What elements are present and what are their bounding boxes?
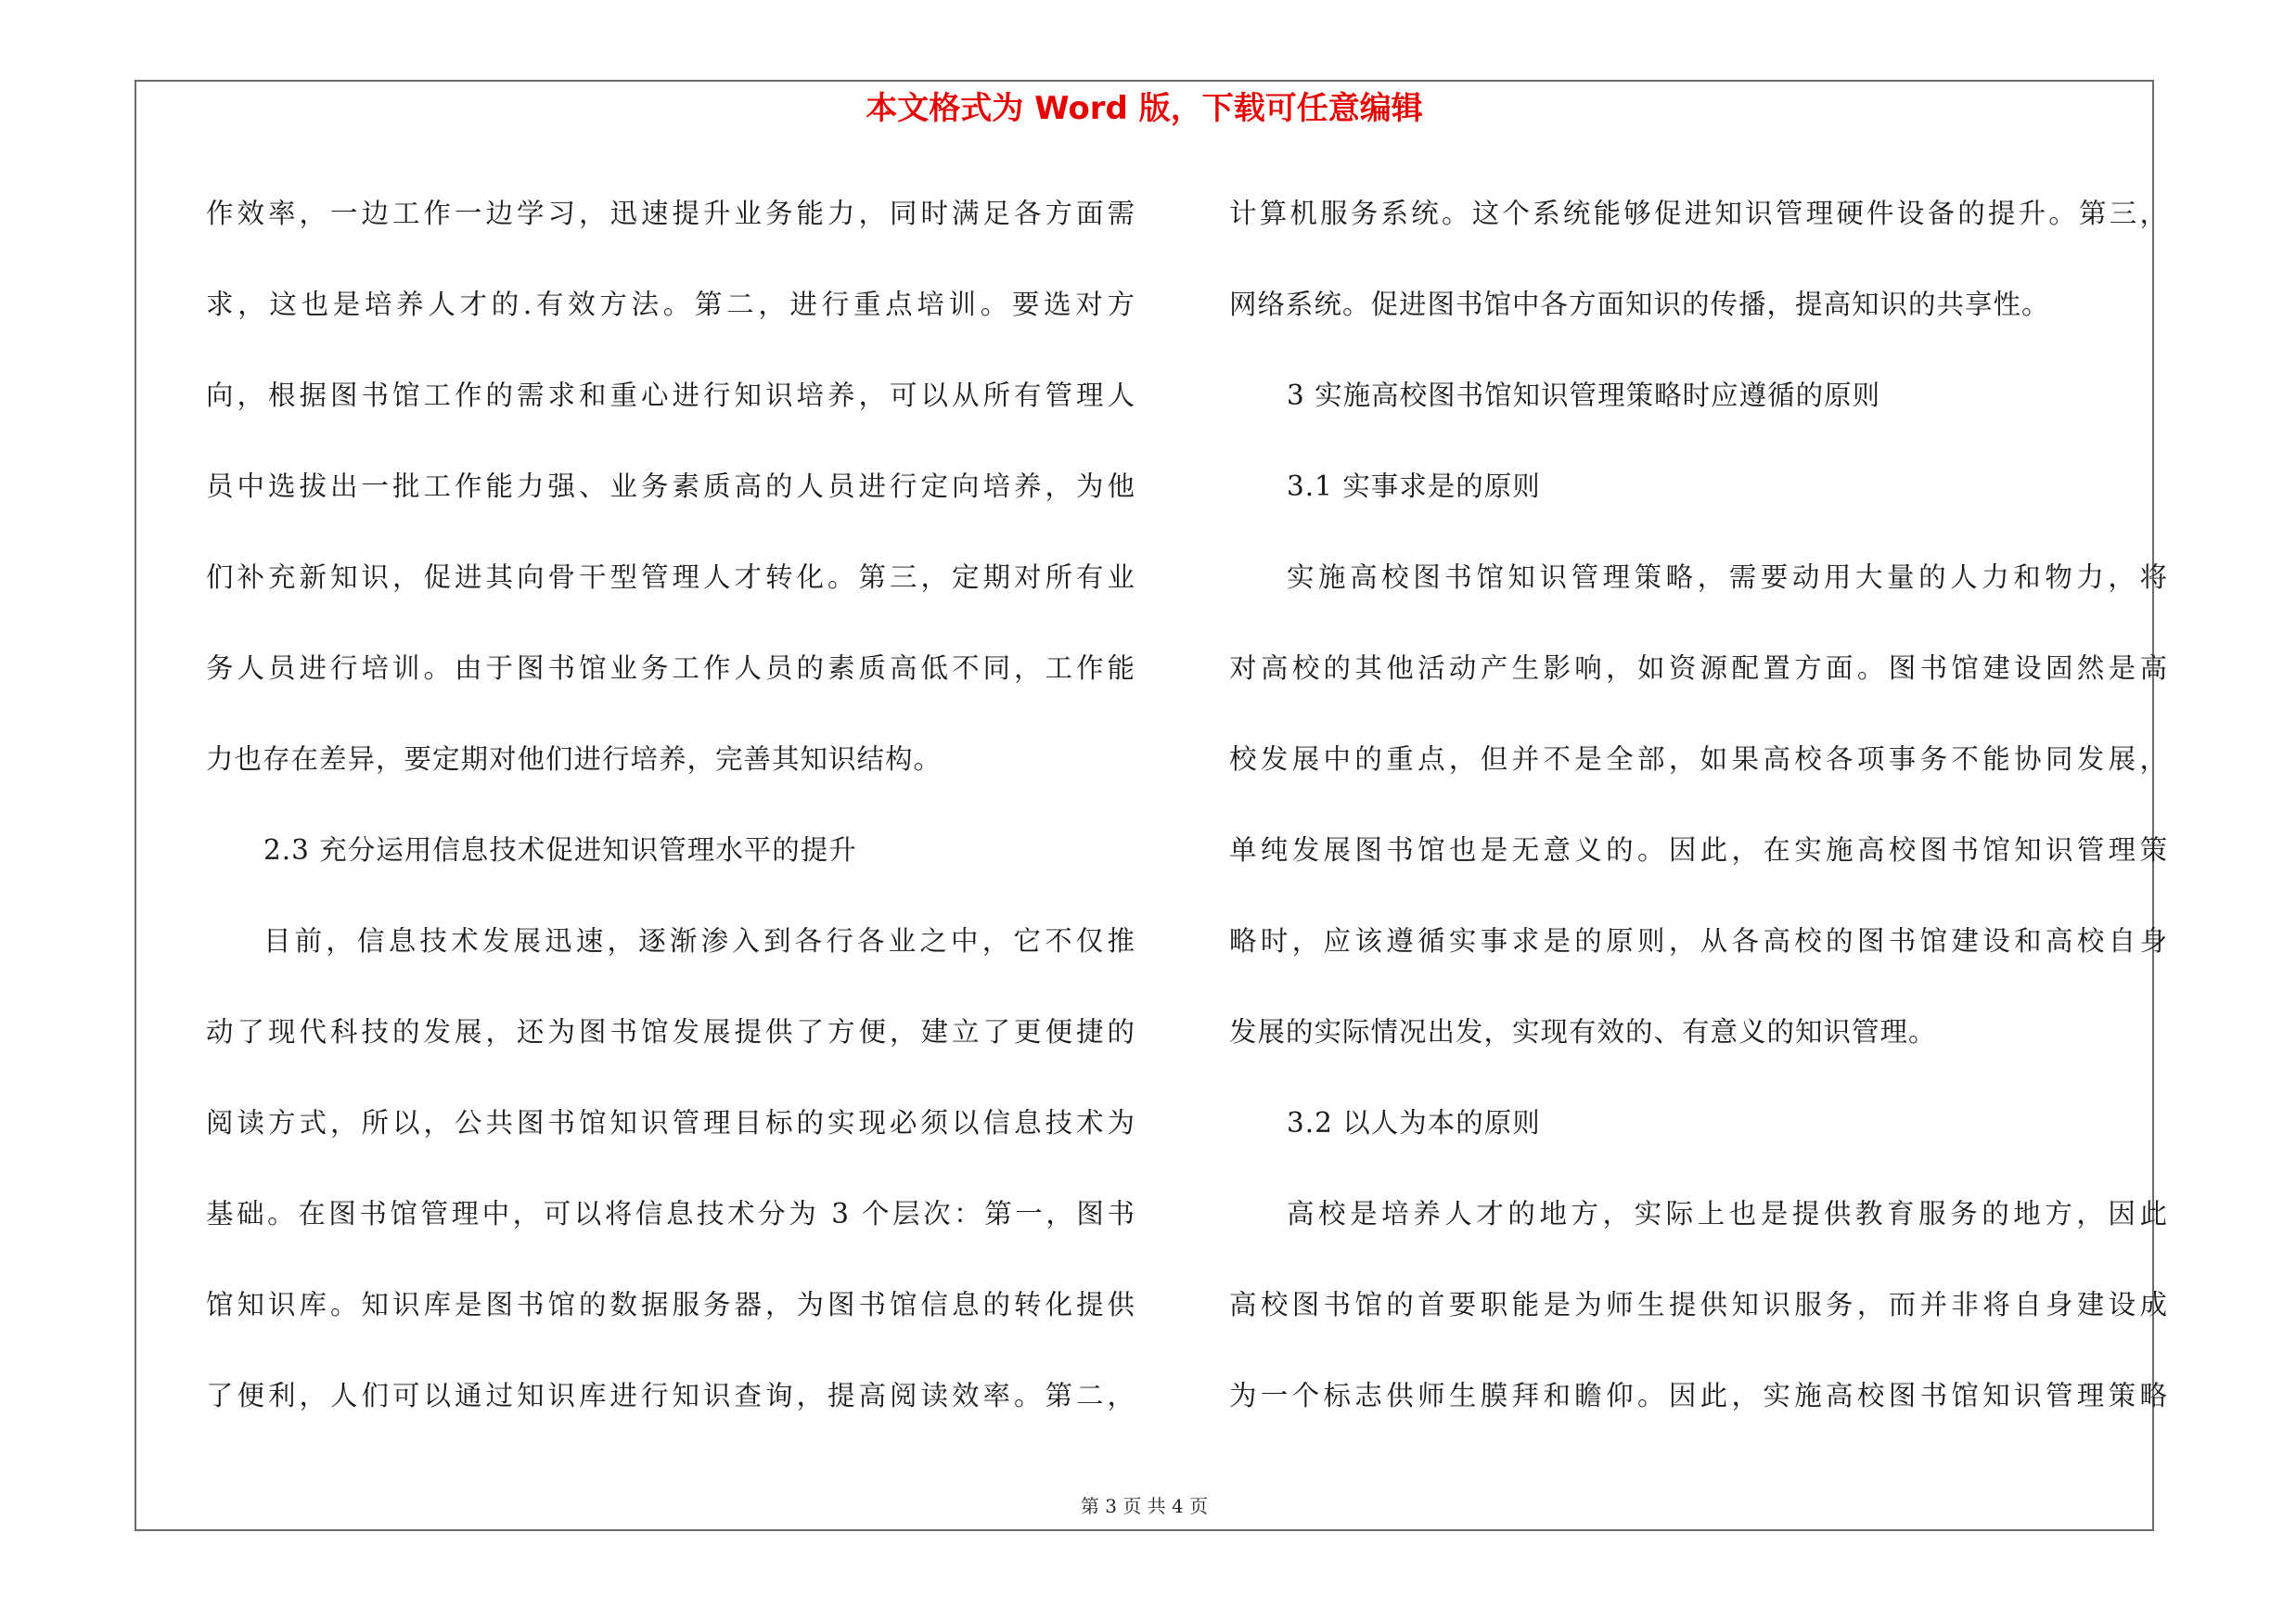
- text-line: 向，根据图书馆工作的需求和重心进行知识培养，可以从所有管理人: [206, 380, 1135, 411]
- subsection-heading: 3.2 以人为本的原则: [1287, 1107, 1541, 1139]
- text-line: 们补充新知识，促进其向骨干型管理人才转化。第三，定期对所有业: [206, 561, 1135, 593]
- text-line: 求，这也是培养人才的.有效方法。第二，进行重点培训。要选对方: [206, 289, 1135, 320]
- text-line: 校发展中的重点，但并不是全部，如果高校各项事务不能协同发展，: [1229, 743, 2168, 775]
- text-line: 单纯发展图书馆也是无意义的。因此，在实施高校图书馆知识管理策: [1229, 834, 2168, 866]
- section-heading: 2.3 充分运用信息技术促进知识管理水平的提升: [263, 834, 857, 866]
- text-line: 目前，信息技术发展迅速，逐渐渗入到各行各业之中，它不仅推: [263, 925, 1135, 957]
- text-line: 高校是培养人才的地方，实际上也是提供教育服务的地方，因此: [1287, 1198, 2168, 1230]
- subsection-heading: 3.1 实事求是的原则: [1287, 470, 1541, 502]
- text-line: 动了现代科技的发展，还为图书馆发展提供了方便，建立了更便捷的: [206, 1016, 1135, 1048]
- text-line: 为一个标志供师生膜拜和瞻仰。因此，实施高校图书馆知识管理策略: [1229, 1380, 2168, 1411]
- text-line: 馆知识库。知识库是图书馆的数据服务器，为图书馆信息的转化提供: [206, 1289, 1135, 1320]
- text-line: 网络系统。促进图书馆中各方面知识的传播，提高知识的共享性。: [1229, 289, 2050, 320]
- left-text-column: [206, 181, 1135, 1454]
- text-line: 对高校的其他活动产生影响，如资源配置方面。图书馆建设固然是高: [1229, 652, 2168, 684]
- text-line: 实施高校图书馆知识管理策略，需要动用大量的人力和物力，将: [1287, 561, 2168, 593]
- page-number-footer: 第 3 页 共 4 页: [1080, 1495, 1209, 1517]
- text-line: 了便利，人们可以通过知识库进行知识查询，提高阅读效率。第二，: [206, 1380, 1135, 1411]
- text-line: 发展的实际情况出发，实现有效的、有意义的知识管理。: [1229, 1016, 1937, 1048]
- text-line: 员中选拔出一批工作能力强、业务素质高的人员进行定向培养，为他: [206, 470, 1135, 502]
- text-line: 略时，应该遵循实事求是的原则，从各高校的图书馆建设和高校自身: [1229, 925, 2168, 957]
- text-line: 阅读方式，所以，公共图书馆知识管理目标的实现必须以信息技术为: [206, 1107, 1135, 1139]
- text-line: 高校图书馆的首要职能是为师生提供知识服务，而并非将自身建设成: [1229, 1289, 2168, 1320]
- section-heading: 3 实施高校图书馆知识管理策略时应遵循的原则: [1287, 380, 1881, 411]
- text-line: 作效率，一边工作一边学习，迅速提升业务能力，同时满足各方面需: [206, 198, 1135, 229]
- text-line: 计算机服务系统。这个系统能够促进知识管理硬件设备的提升。第三，: [1229, 198, 2168, 229]
- text-line: 务人员进行培训。由于图书馆业务工作人员的素质高低不同，工作能: [206, 652, 1135, 684]
- right-text-column: [1229, 181, 2168, 1454]
- text-line: 基础。在图书馆管理中，可以将信息技术分为 3 个层次：第一，图书: [206, 1198, 1135, 1230]
- text-line: 力也存在差异，要定期对他们进行培养，完善其知识结构。: [206, 743, 943, 775]
- editable-word-banner: 本文格式为 Word 版，下载可任意编辑: [866, 90, 1423, 127]
